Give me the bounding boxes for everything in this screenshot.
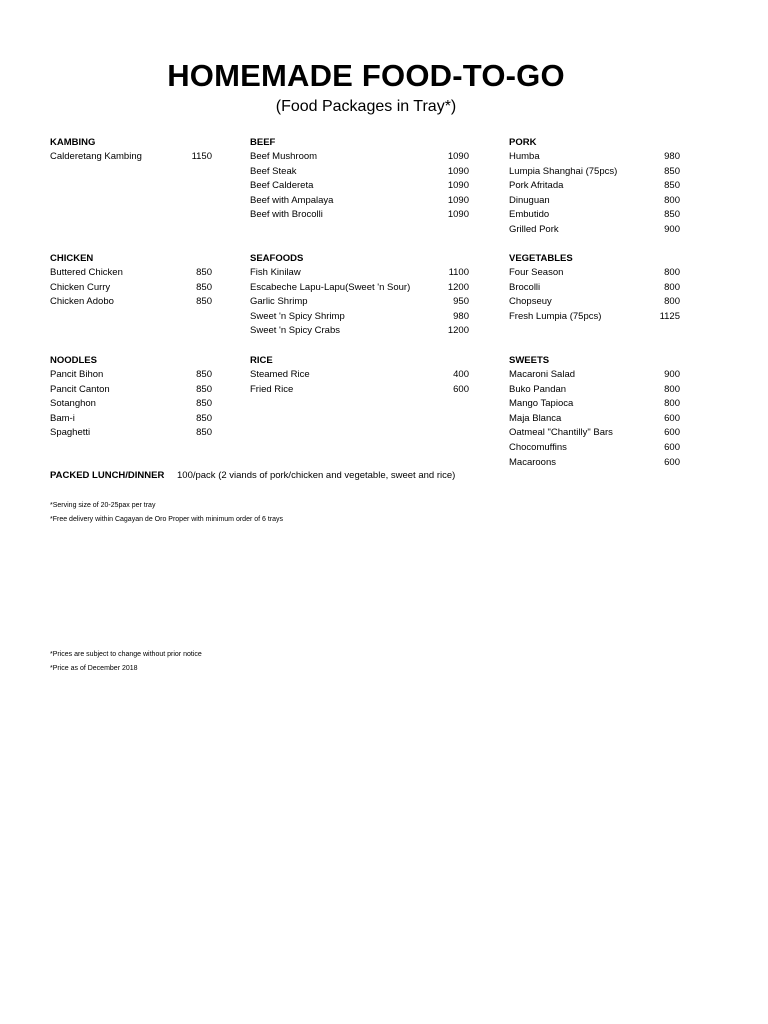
menu-item-name: Lumpia Shanghai (75pcs) bbox=[509, 165, 618, 177]
menu-item bbox=[50, 368, 212, 383]
menu-item-price: 600 bbox=[664, 412, 680, 424]
packed-lunch-dinner bbox=[50, 470, 455, 481]
menu-item-name: Dinuguan bbox=[509, 194, 550, 206]
section-sweets bbox=[509, 353, 680, 470]
menu-item-name: Sweet 'n Spicy Crabs bbox=[250, 325, 340, 337]
menu-item-price: 850 bbox=[196, 296, 212, 308]
menu-item-name: Beef Steak bbox=[250, 165, 297, 177]
menu-item-name: Pork Afritada bbox=[509, 180, 564, 192]
menu-item bbox=[250, 324, 469, 339]
menu-item-price: 800 bbox=[664, 296, 680, 308]
menu-item-price: 1200 bbox=[447, 325, 469, 337]
section-vegetables bbox=[509, 251, 680, 324]
menu-item bbox=[50, 266, 212, 281]
menu-item-name: Macaroni Salad bbox=[509, 369, 576, 380]
menu-item-price: 800 bbox=[664, 281, 680, 293]
menu-item bbox=[50, 412, 212, 427]
menu-item-price: 600 bbox=[664, 427, 680, 439]
section-noodles bbox=[50, 353, 212, 441]
menu-item-price: 900 bbox=[664, 369, 680, 380]
menu-item-price: 800 bbox=[664, 398, 680, 410]
menu-item-name: Grilled Pork bbox=[509, 223, 559, 235]
menu-item-name: Humba bbox=[509, 151, 540, 162]
menu-item-price: 1100 bbox=[448, 267, 469, 278]
menu-item-price: 850 bbox=[664, 180, 680, 192]
menu-item bbox=[509, 368, 680, 383]
menu-item bbox=[50, 383, 212, 398]
menu-item bbox=[50, 295, 212, 310]
section-heading: NOODLES bbox=[50, 355, 97, 366]
menu-item-name: Garlic Shrimp bbox=[250, 296, 308, 308]
menu-item bbox=[509, 397, 680, 412]
menu-item bbox=[509, 310, 680, 325]
menu-item bbox=[250, 368, 469, 383]
menu-item-name: Sotanghon bbox=[50, 398, 96, 410]
menu-item bbox=[250, 295, 469, 310]
section-beef bbox=[250, 135, 469, 223]
menu-item-name: Oatmeal "Chantilly" Bars bbox=[509, 427, 613, 439]
menu-item-price: 980 bbox=[453, 310, 469, 322]
section-heading: KAMBING bbox=[50, 137, 96, 148]
section-chicken bbox=[50, 251, 212, 310]
menu-item-name: Fresh Lumpia (75pcs) bbox=[509, 310, 602, 322]
section-heading: PORK bbox=[509, 137, 537, 148]
menu-item bbox=[509, 150, 680, 165]
menu-item-name: Beef with Brocolli bbox=[250, 209, 323, 221]
menu-item bbox=[250, 194, 469, 209]
menu-item bbox=[509, 456, 680, 471]
menu-item-name: Chocomuffins bbox=[509, 441, 567, 453]
menu-item bbox=[250, 281, 469, 296]
menu-item-name: Beef with Ampalaya bbox=[250, 194, 334, 206]
menu-item bbox=[509, 165, 680, 180]
menu-item-price: 850 bbox=[196, 369, 212, 380]
menu-item-name: Bam-i bbox=[50, 412, 75, 424]
menu-item-price: 850 bbox=[196, 281, 212, 293]
menu-item-name: Steamed Rice bbox=[250, 369, 310, 380]
menu-item-name: Pancit Canton bbox=[50, 383, 110, 395]
menu-item bbox=[509, 281, 680, 296]
menu-item bbox=[50, 426, 212, 441]
menu-item-name: Calderetang Kambing bbox=[50, 151, 142, 162]
menu-item-name: Mango Tapioca bbox=[509, 398, 574, 410]
menu-item bbox=[509, 266, 680, 281]
menu-item bbox=[50, 397, 212, 412]
menu-item-price: 850 bbox=[196, 267, 212, 278]
menu-item bbox=[250, 310, 469, 325]
page-subtitle: (Food Packages in Tray*) bbox=[275, 98, 457, 115]
menu-item bbox=[250, 383, 469, 398]
menu-item-price: 1125 bbox=[659, 310, 680, 322]
menu-item-price: 1090 bbox=[447, 151, 469, 162]
menu-item-price: 800 bbox=[664, 383, 680, 395]
menu-item-price: 850 bbox=[196, 383, 212, 395]
menu-item-price: 600 bbox=[664, 456, 680, 468]
menu-item-price: 1200 bbox=[447, 281, 469, 293]
menu-item bbox=[509, 208, 680, 223]
menu-item-name: Maja Blanca bbox=[509, 412, 562, 424]
note-free-delivery: *Free delivery within Cagayan de Oro Proper with minimum order of 6 trays bbox=[50, 516, 284, 523]
section-heading: SWEETS bbox=[509, 355, 550, 366]
menu-item-name: Sweet 'n Spicy Shrimp bbox=[250, 310, 345, 322]
page-title: HOMEMADE FOOD-TO-GO bbox=[167, 58, 565, 93]
menu-item-price: 850 bbox=[196, 412, 212, 424]
menu-item bbox=[509, 223, 680, 238]
menu-item bbox=[509, 426, 680, 441]
menu-item-price: 850 bbox=[664, 165, 680, 177]
note-serving-size: *Serving size of 20-25pax per tray bbox=[50, 502, 156, 509]
menu-item-price: 600 bbox=[664, 441, 680, 453]
menu-item-price: 850 bbox=[196, 427, 212, 439]
menu-item-name: Chopseuy bbox=[509, 296, 552, 308]
menu-item-price: 1090 bbox=[447, 165, 469, 177]
section-kambing bbox=[50, 135, 212, 165]
menu-item bbox=[50, 281, 212, 296]
menu-item-name: Embutido bbox=[509, 209, 550, 221]
menu-item-name: Four Season bbox=[509, 267, 564, 278]
packed-label: PACKED LUNCH/DINNER bbox=[50, 470, 165, 481]
section-rice bbox=[250, 353, 469, 397]
menu-item bbox=[509, 179, 680, 194]
menu-item-price: 1150 bbox=[191, 151, 212, 162]
menu-item bbox=[250, 266, 469, 281]
menu-item bbox=[250, 179, 469, 194]
menu-item-name: Buko Pandan bbox=[509, 383, 567, 395]
menu-item-price: 850 bbox=[196, 398, 212, 410]
menu-item-name: Buttered Chicken bbox=[50, 267, 123, 278]
menu-item-name: Brocolli bbox=[509, 281, 541, 293]
section-pork bbox=[509, 135, 680, 238]
menu-item bbox=[509, 295, 680, 310]
menu-item-name: Macaroons bbox=[509, 456, 556, 468]
menu-item-price: 800 bbox=[664, 267, 680, 278]
menu-item-price: 1090 bbox=[447, 209, 469, 221]
section-seafoods bbox=[250, 251, 469, 339]
menu-item-name: Chicken Curry bbox=[50, 281, 111, 293]
section-heading: BEEF bbox=[250, 137, 276, 148]
packed-description: 100/pack (2 viands of pork/chicken and vegetable, sweet and rice) bbox=[177, 470, 456, 481]
menu-item-price: 1090 bbox=[447, 180, 469, 192]
menu-item-name: Fish Kinilaw bbox=[250, 267, 301, 278]
note-price-date: *Price as of December 2018 bbox=[50, 665, 138, 672]
section-heading: CHICKEN bbox=[50, 253, 94, 264]
menu-item bbox=[509, 383, 680, 398]
menu-item-price: 1090 bbox=[447, 194, 469, 206]
section-heading: VEGETABLES bbox=[509, 253, 573, 264]
menu-item bbox=[50, 150, 212, 165]
menu-item bbox=[509, 194, 680, 209]
menu-item-price: 950 bbox=[453, 296, 469, 308]
note-prices-change: *Prices are subject to change without prior notice bbox=[50, 651, 202, 658]
section-heading: RICE bbox=[250, 355, 273, 366]
menu-item bbox=[250, 208, 469, 223]
menu-item bbox=[250, 150, 469, 165]
menu-item-price: 980 bbox=[664, 151, 680, 162]
menu-item bbox=[250, 165, 469, 180]
menu-item-name: Beef Caldereta bbox=[250, 180, 314, 192]
menu-item-price: 850 bbox=[664, 209, 680, 221]
section-heading: SEAFOODS bbox=[250, 253, 304, 264]
menu-item bbox=[509, 441, 680, 456]
menu-item-price: 600 bbox=[453, 383, 469, 395]
menu-item-name: Pancit Bihon bbox=[50, 369, 104, 380]
menu-item-name: Chicken Adobo bbox=[50, 296, 114, 308]
menu-item-name: Fried Rice bbox=[250, 383, 294, 395]
menu-item-price: 900 bbox=[664, 223, 680, 235]
menu-item-name: Escabeche Lapu-Lapu(Sweet 'n Sour) bbox=[250, 281, 411, 293]
menu-item-price: 400 bbox=[453, 369, 469, 380]
menu-item-name: Spaghetti bbox=[50, 427, 91, 439]
menu-item-name: Beef Mushroom bbox=[250, 151, 318, 162]
menu-item bbox=[509, 412, 680, 427]
menu-item-price: 800 bbox=[664, 194, 680, 206]
